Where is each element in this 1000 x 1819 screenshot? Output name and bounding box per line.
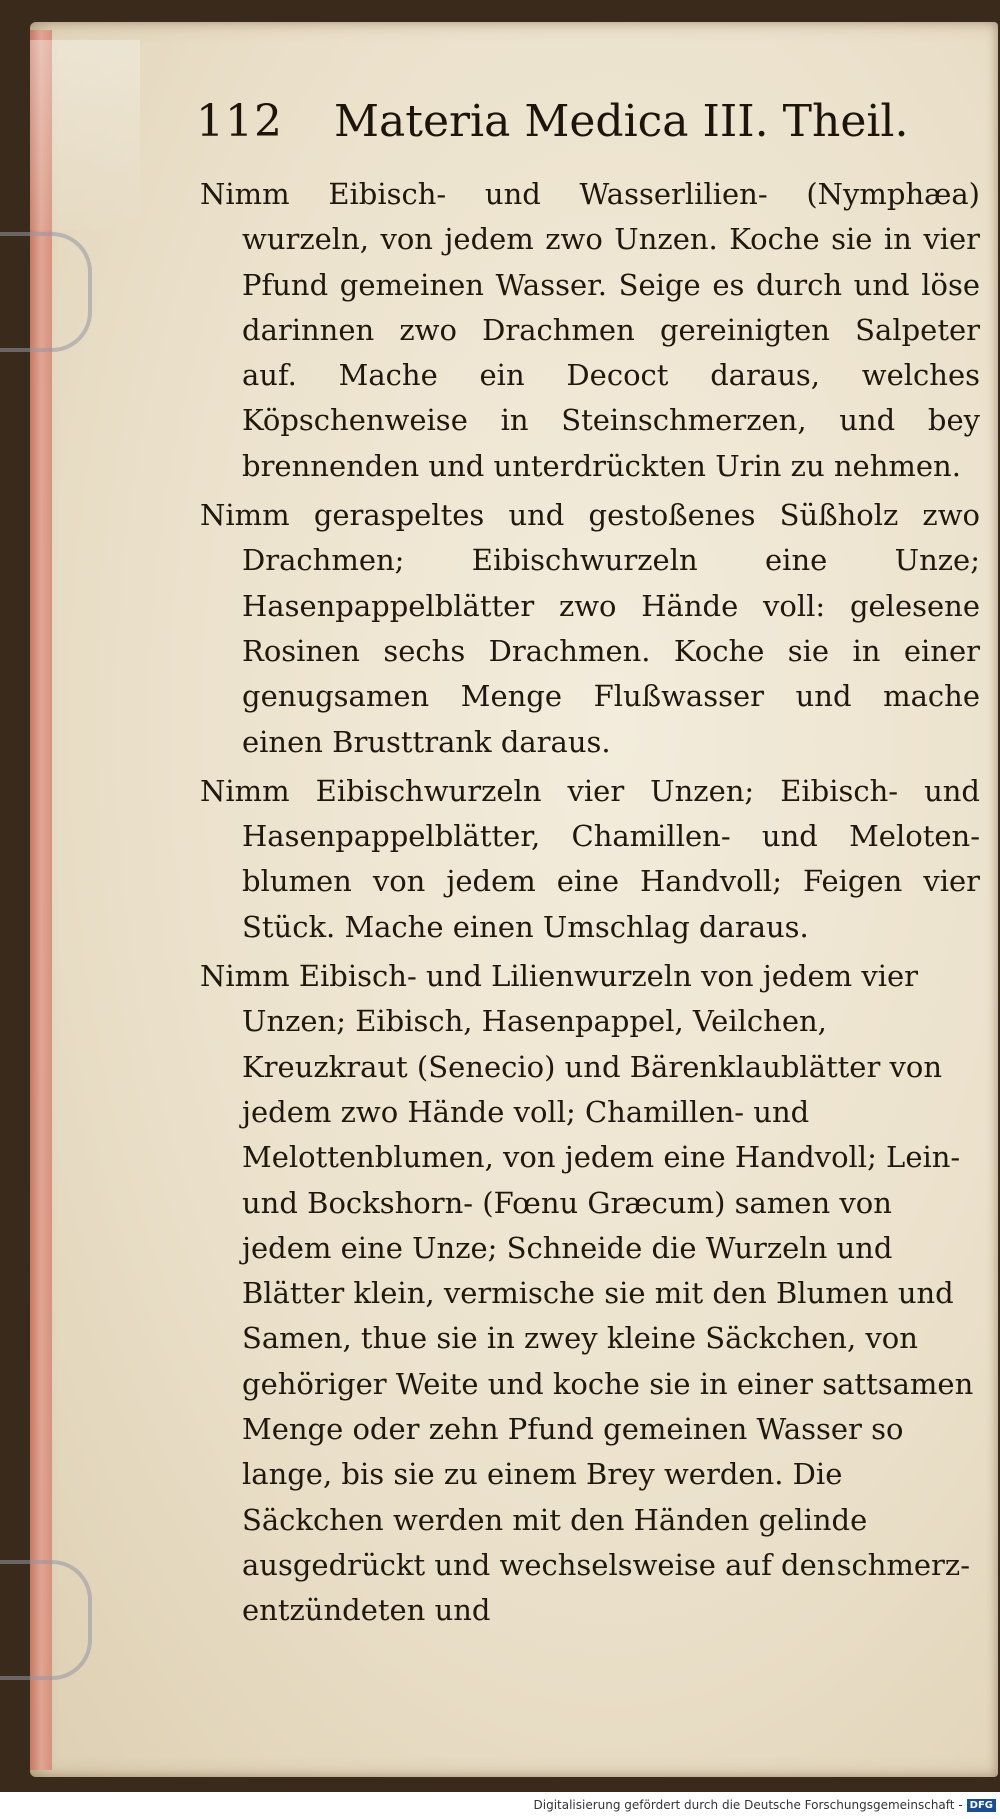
recipe-paragraph: Nimm Eibisch- und Wasserlilien- (Nymphæa) wurzeln, von jedem zwo Unzen. Koche sie in vier Pfund gemeinen Wasser. Seige es durch und löse darinnen zwo Drachmen gereinigten Salpeter auf. Mache ein Decoct daraus, welches Köpschenweise in Steinschmerzen, und bey brennenden und unterdrückten Urin zu nehmen. — [200, 177, 980, 483]
digitization-credit — [0, 1798, 1000, 1818]
running-title: Materia Medica III. Theil. — [334, 96, 909, 147]
recipe-paragraph: Nimm Eibisch- und Lilienwurzeln von jedem vier Unzen; Eibisch, Hasenpappel, Veilchen, Kreuzkraut (Senecio) und Bärenklaublätter von jedem zwo Hände voll; Chamillen- und Melottenblumen, von jedem eine Handvoll; Lein- und Bockshorn- (Fœnu Græcum) samen von jedem eine Unze; Schneide die Wurzeln und Blätter klein, vermische sie mit den Blumen und Samen, thue sie in zwey kleine Säckchen, von gehöriger Weite und koche sie in einer sattsamen Menge oder zehn Pfund gemeinen Wasser so lange, bis sie zu einem Brey werden. Die Säckchen werden mit den Händen gelinde ausgedrückt und wechselsweise auf den entzündeten und — [200, 959, 974, 1628]
page-header — [0, 86, 1000, 156]
dfg-logo: DFG — [967, 1799, 996, 1812]
recipe-paragraph: Nimm geraspeltes und gestoßenes Süßholz zwo Drachmen; Eibischwurzeln eine Unze; Hasenpappelblätter zwo Hände voll: gelesene Rosinen sechs Drachmen. Koche sie in einer genugsamen Menge Flußwasser und mache einen Brusttrank daraus. — [200, 498, 980, 759]
recipe-paragraph: Nimm Eibischwurzeln vier Unzen; Eibisch- und Hasenpappelblätter, Chamillen- und Meloten-blumen von jedem eine Handvoll; Feigen vier Stück. Mache einen Umschlag daraus. — [200, 773, 980, 944]
catchword: schmerz- — [836, 1548, 970, 1582]
binding-clip-bottom — [0, 1560, 92, 1680]
recipe-list — [200, 172, 980, 1638]
page-number: 112 — [196, 96, 283, 147]
binding-clip-top — [0, 232, 92, 352]
credit-text: Digitalisierung gefördert durch die Deutsche Forschungsgemeinschaft - — [533, 1798, 963, 1812]
